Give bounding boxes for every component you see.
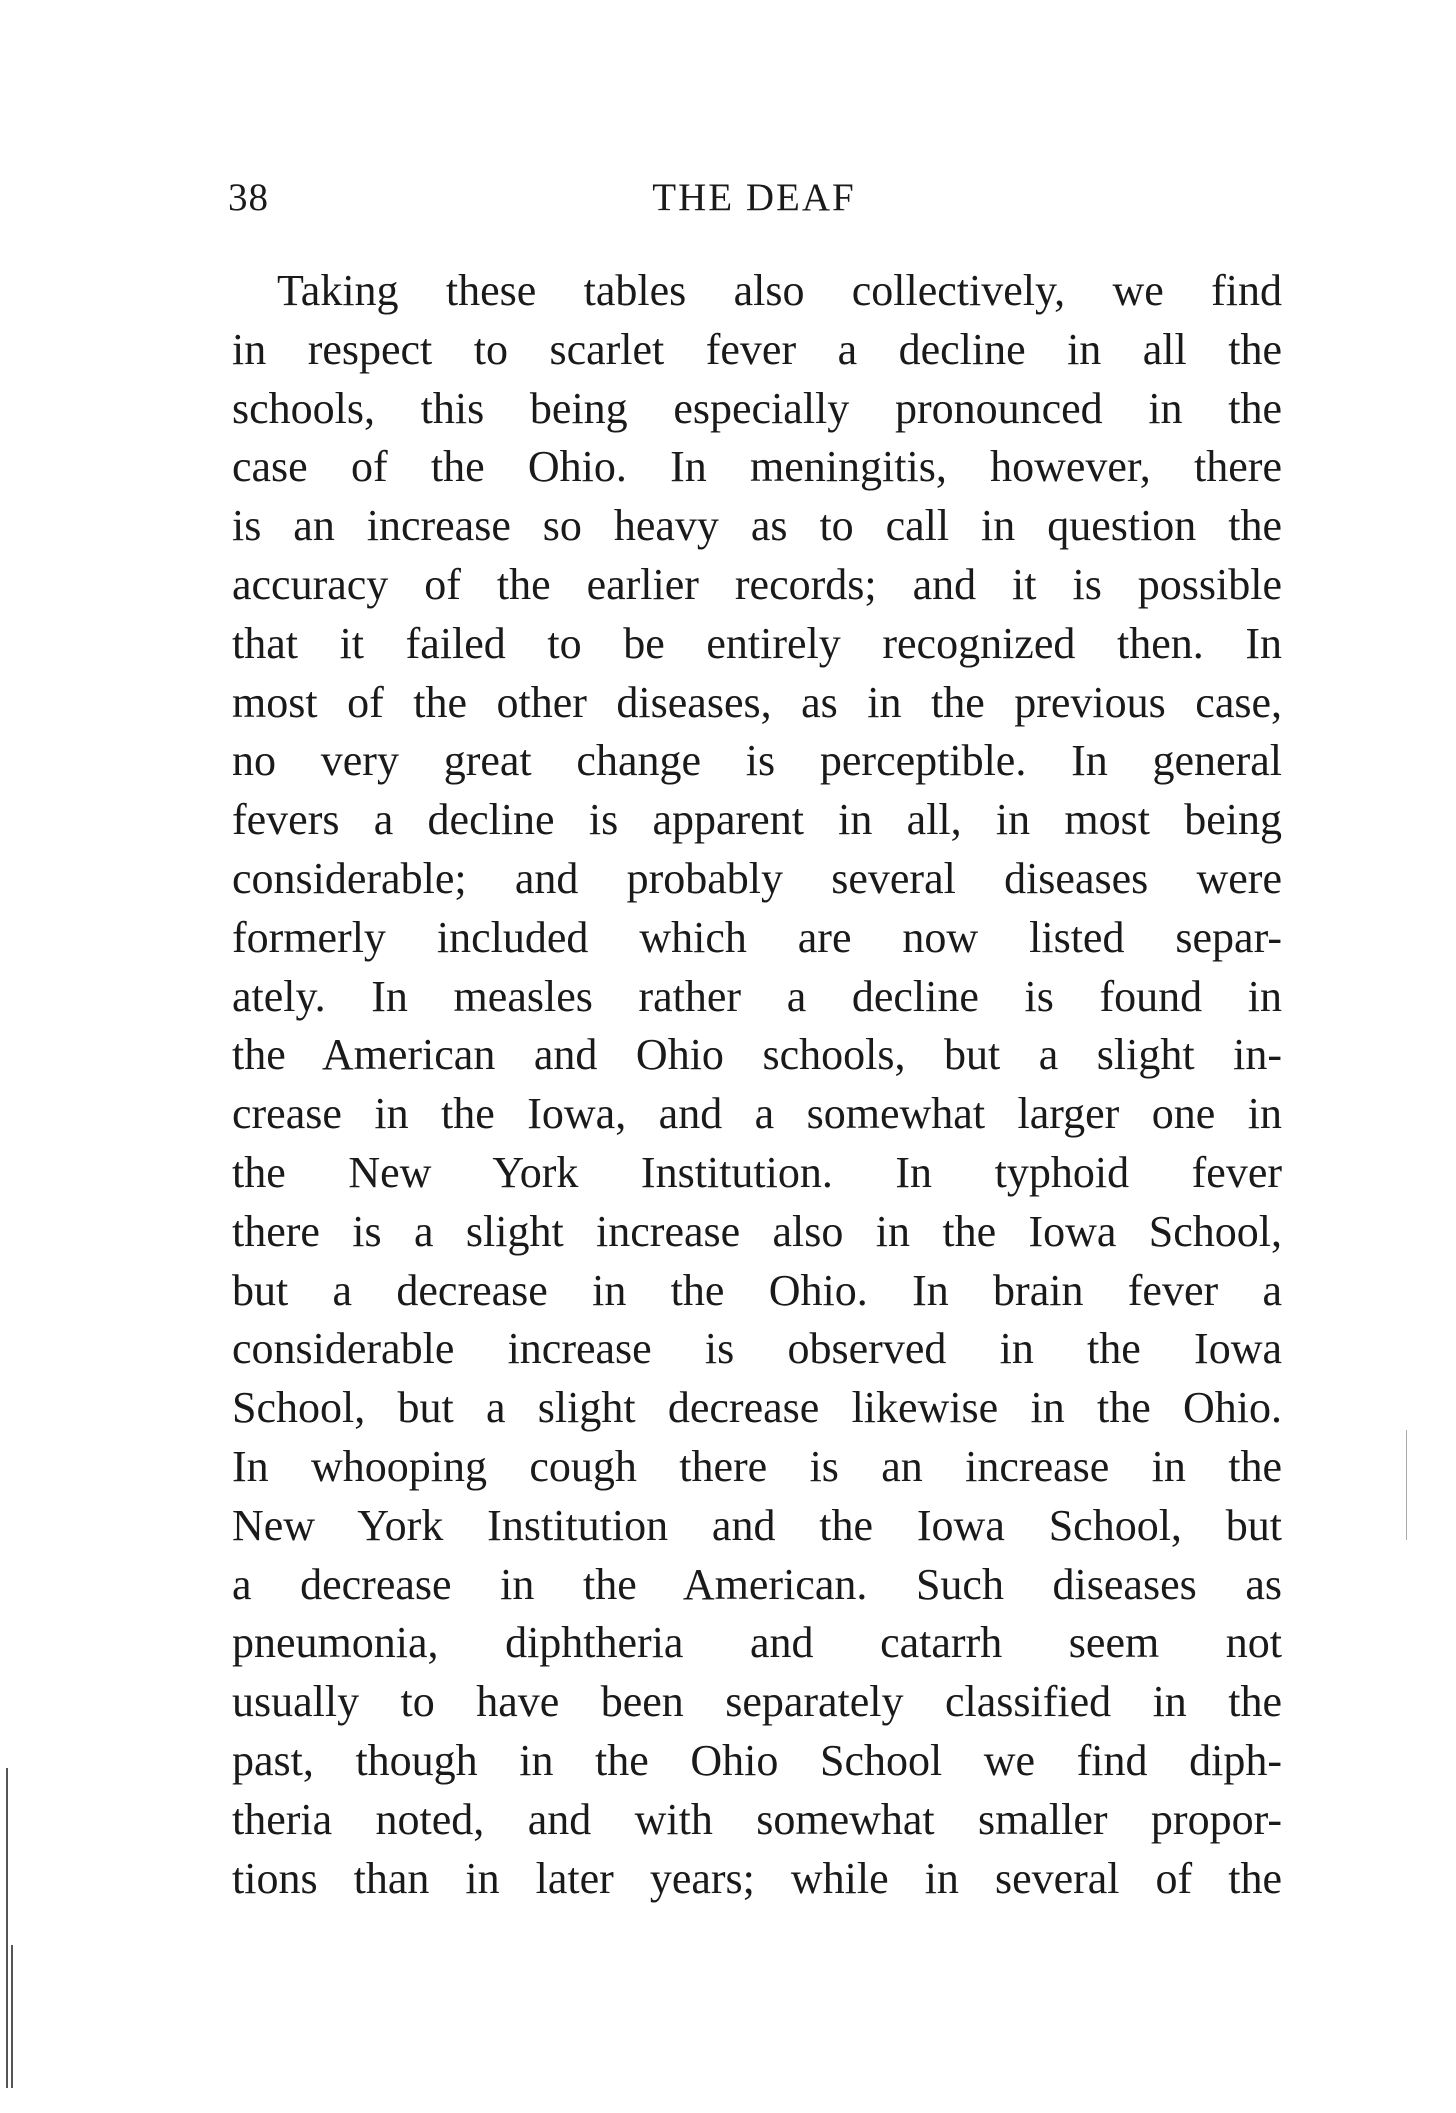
running-head: [228, 170, 1280, 226]
text-line: pneumonia, diphtheria and catarrh seem not: [232, 1618, 1282, 1668]
text-line: the New York Institution. In typhoid fever: [232, 1147, 1282, 1197]
text-line: theria noted, and with somewhat smaller propor-: [232, 1794, 1282, 1844]
text-line: Taking these tables also collectively, we find: [277, 266, 1282, 315]
scan-edge-mark: [6, 1768, 8, 2088]
text-line: most of the other diseases, as in the previous case,: [232, 677, 1282, 727]
text-line: ately. In measles rather a decline is found in: [232, 971, 1282, 1021]
text-line: case of the Ohio. In meningitis, however, there: [232, 442, 1282, 492]
text-line: is an increase so heavy as to call in question the: [232, 501, 1282, 551]
text-line: there is a slight increase also in the Iowa School,: [232, 1206, 1282, 1256]
scan-edge-mark: [11, 1945, 13, 2088]
text-line: crease in the Iowa, and a somewhat larger one in: [232, 1089, 1282, 1139]
text-line: schools, this being especially pronounced in the: [232, 383, 1282, 433]
text-line: New York Institution and the Iowa School, but: [232, 1500, 1282, 1550]
text-line: but a decrease in the Ohio. In brain fever a: [232, 1265, 1282, 1315]
text-line: that it failed to be entirely recognized then. In: [232, 618, 1282, 668]
text-line: the American and Ohio schools, but a slight in-: [232, 1030, 1282, 1080]
text-line: considerable increase is observed in the Iowa: [232, 1324, 1282, 1374]
page-number: 38: [228, 176, 269, 219]
text-line: usually to have been separately classified in the: [232, 1677, 1282, 1727]
text-line: in respect to scarlet fever a decline in all the: [232, 324, 1282, 374]
body-paragraph: [232, 262, 1282, 1908]
text-line: formerly included which are now listed separ-: [232, 912, 1282, 962]
text-line: a decrease in the American. Such diseases as: [232, 1559, 1282, 1609]
scan-edge-mark: [1406, 1430, 1407, 1540]
text-line: In whooping cough there is an increase in the: [232, 1441, 1282, 1491]
text-line: School, but a slight decrease likewise in the Ohio.: [232, 1383, 1282, 1433]
text-line: accuracy of the earlier records; and it is possible: [232, 559, 1282, 609]
text-line: no very great change is perceptible. In general: [232, 736, 1282, 786]
text-line: fevers a decline is apparent in all, in most being: [232, 795, 1282, 845]
running-title: THE DEAF: [652, 176, 856, 219]
text-line: considerable; and probably several diseases were: [232, 853, 1282, 903]
text-line: past, though in the Ohio School we find diph-: [232, 1735, 1282, 1785]
text-line: tions than in later years; while in several of the: [232, 1853, 1282, 1903]
